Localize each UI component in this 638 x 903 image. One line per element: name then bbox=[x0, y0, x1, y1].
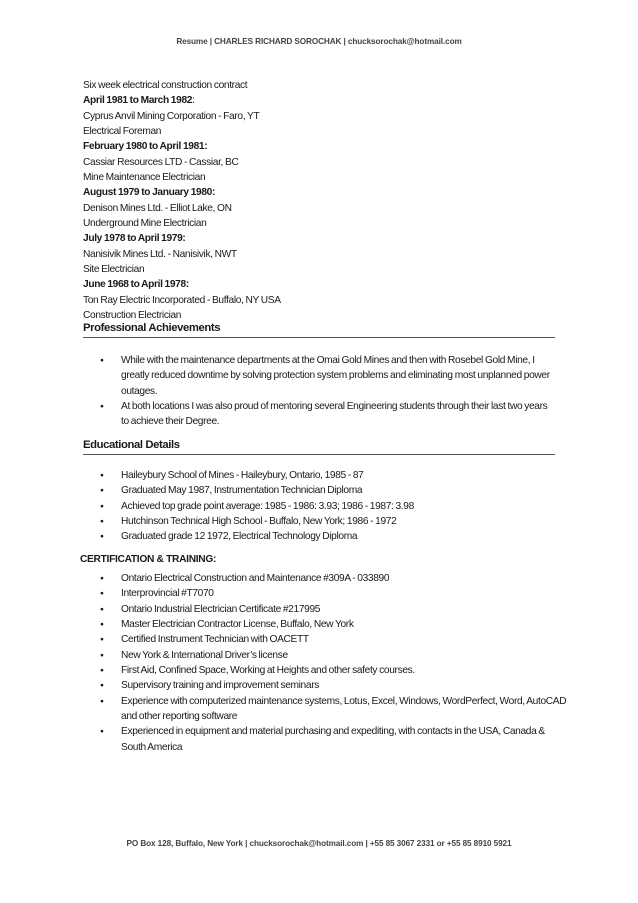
history-line: Mine Maintenance Electrician bbox=[83, 172, 206, 184]
page-footer: PO Box 128, Buffalo, New York | chucksorochak@hotmail.com | +55 85 3067 2331 or +55 85 8910 5921 bbox=[126, 839, 512, 848]
history-date: August 1979 to January 1980: bbox=[83, 187, 216, 199]
certification-list bbox=[99, 571, 569, 755]
list-item: ● Haileybury School of Mines - Haileybury, Ontario, 1985 - 87 bbox=[99, 468, 557, 483]
list-item: ● At both locations I was also proud of mentoring several Engineering students through their last two years to achieve their Degree. bbox=[99, 399, 557, 430]
certification-heading: CERTIFICATION & TRAINING: bbox=[80, 554, 217, 565]
list-item: ● Supervisory training and improvement seminars bbox=[99, 678, 569, 693]
history-line: Electrical Foreman bbox=[83, 126, 162, 138]
list-item: ● Ontario Electrical Construction and Maintenance #309A - 033890 bbox=[99, 571, 569, 586]
achievements-list bbox=[99, 353, 557, 430]
history-line: Construction Electrician bbox=[83, 310, 182, 322]
history-line: Cassiar Resources LTD - Cassiar, BC bbox=[83, 156, 239, 168]
page-header: Resume | CHARLES RICHARD SOROCHAK | chucksorochak@hotmail.com bbox=[176, 37, 462, 46]
education-heading: Educational Details bbox=[83, 439, 555, 455]
list-item: ● Interprovincial #T7070 bbox=[99, 586, 569, 601]
history-date: June 1968 to April 1978: bbox=[83, 279, 189, 291]
history-line: Cyprus Anvil Mining Corporation - Faro, YT bbox=[83, 110, 260, 122]
history-line: Site Electrician bbox=[83, 264, 145, 276]
list-item: ● While with the maintenance departments at the Omai Gold Mines and then with Rosebel Gold Mine, I greatly reduced downtime by solving protection system problems and eliminating most unplanned power outages. bbox=[99, 353, 557, 399]
list-item: ● Experienced in equipment and material purchasing and expediting, with contacts in the USA, Canada & South America bbox=[99, 724, 569, 755]
history-date: July 1978 to April 1979: bbox=[83, 233, 186, 245]
history-line: Ton Ray Electric Incorporated - Buffalo, NY USA bbox=[83, 294, 281, 306]
list-item: ● Graduated May 1987, Instrumentation Technician Diploma bbox=[99, 483, 557, 498]
education-list bbox=[99, 468, 557, 545]
list-item: ● New York & International Driver’s license bbox=[99, 648, 569, 663]
list-item: ● Graduated grade 12 1972, Electrical Technology Diploma bbox=[99, 529, 557, 544]
history-line: Underground Mine Electrician bbox=[83, 218, 207, 230]
history-date: February 1980 to April 1981: bbox=[83, 141, 208, 153]
history-line: Nanisivik Mines Ltd. - Nanisivik, NWT bbox=[83, 248, 237, 260]
history-line: Six week electrical construction contract bbox=[83, 80, 248, 91]
list-item: ● Master Electrician Contractor License, Buffalo, New York bbox=[99, 617, 569, 632]
achievements-heading: Professional Achievements bbox=[83, 322, 555, 338]
list-item: ● First Aid, Confined Space, Working at Heights and other safety courses. bbox=[99, 663, 569, 678]
list-item: ● Ontario Industrial Electrician Certificate #217995 bbox=[99, 602, 569, 617]
list-item: ● Hutchinson Technical High School - Buffalo, New York; 1986 - 1972 bbox=[99, 514, 557, 529]
list-item: ● Experience with computerized maintenance systems, Lotus, Excel, Windows, WordPerfect, Word, AutoCAD and other reporting software bbox=[99, 694, 569, 725]
history-line: Denison Mines Ltd. - Elliot Lake, ON bbox=[83, 202, 232, 214]
history-date: April 1981 to March 1982: bbox=[83, 95, 195, 107]
work-history bbox=[83, 78, 563, 324]
list-item: ● Achieved top grade point average: 1985 - 1986: 3.93; 1986 - 1987: 3.98 bbox=[99, 499, 557, 514]
list-item: ● Certified Instrument Technician with OACETT bbox=[99, 632, 569, 647]
